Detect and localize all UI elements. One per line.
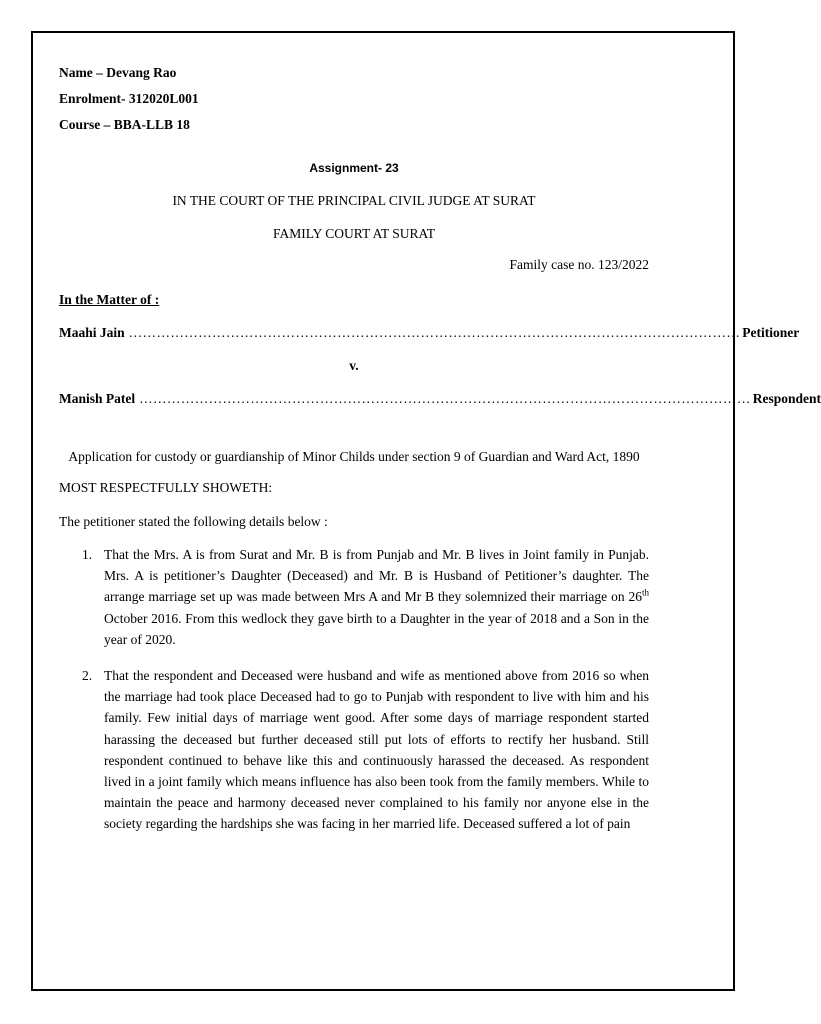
application-title: Application for custody or guardianship of Minor Childs under section 9 of Guardian and Ward Act, 1890 <box>68 449 640 464</box>
document-body <box>59 60 821 835</box>
intro-text: The petitioner stated the following details below : <box>59 514 328 529</box>
list-item-number: 2. <box>82 668 93 684</box>
list-item-number: 1. <box>82 547 93 562</box>
list-item <box>59 544 649 650</box>
versus-label: v. <box>349 358 359 373</box>
list-item-text: That the respondent and Deceased were husband and wife as mentioned above from 2016 so when the marriage had took place Deceased had to go to Punjab with respondent to live with him and his family. Few initial days of marriage went good. After some days of marriage respondent started harassing the deceased but further deceased still put lots of efforts to rectify her husband. Still respondent continued to behave like this and continuously harassed the deceased. As respondent lived in a joint family which means influence has also been took from the family members. While to maintain the peace and harmony deceased never complained to his family nor anyone else in the society regarding the hardships she was facing in her married life. Deceased suffered a lot of pain <box>104 668 649 832</box>
student-name: Name – Devang Rao <box>59 65 177 80</box>
case-number: Family case no. 123/2022 <box>509 257 649 272</box>
petitioner-leader-dots: …………………………………………………………………………………………………………………… <box>128 325 741 340</box>
court-title: IN THE COURT OF THE PRINCIPAL CIVIL JUDGE AT SURAT <box>172 193 536 208</box>
petitioner-line <box>59 324 800 341</box>
list-item <box>59 665 649 835</box>
respondent-line <box>59 390 821 407</box>
respondent-role: Respondent <box>752 391 821 406</box>
respondent-name: Manish Patel <box>59 391 136 406</box>
respondent-leader-dots: …………………………………………………………………………………………………………………… <box>139 391 751 406</box>
assignment-title: Assignment- 23 <box>309 161 399 175</box>
family-court-title: FAMILY COURT AT SURAT <box>273 226 435 241</box>
petitioner-name: Maahi Jain <box>59 325 125 340</box>
ordinal-suffix: th <box>641 587 649 598</box>
details-list <box>59 544 649 835</box>
student-course: Course – BBA-LLB 18 <box>59 117 190 132</box>
showeth-heading: MOST RESPECTFULLY SHOWETH: <box>59 480 273 495</box>
list-item-text: That the Mrs. A is from Surat and Mr. B is from Punjab and Mr. B lives in Joint family in Punjab. Mrs. A is petitioner’s Daughter (Deceased) and Mr. B is Husband of Petitioner’s daughter. The arrange marriage set up was made between Mrs A and Mr B they solemnized their marriage on 26th October 2016. From this wedlock they gave birth to a Daughter in the year of 2018 and a Son in the year of 2020. <box>104 547 649 647</box>
student-enrolment: Enrolment- 312020L001 <box>59 91 199 106</box>
matter-heading: In the Matter of : <box>59 292 160 307</box>
petitioner-role: Petitioner <box>742 325 800 340</box>
